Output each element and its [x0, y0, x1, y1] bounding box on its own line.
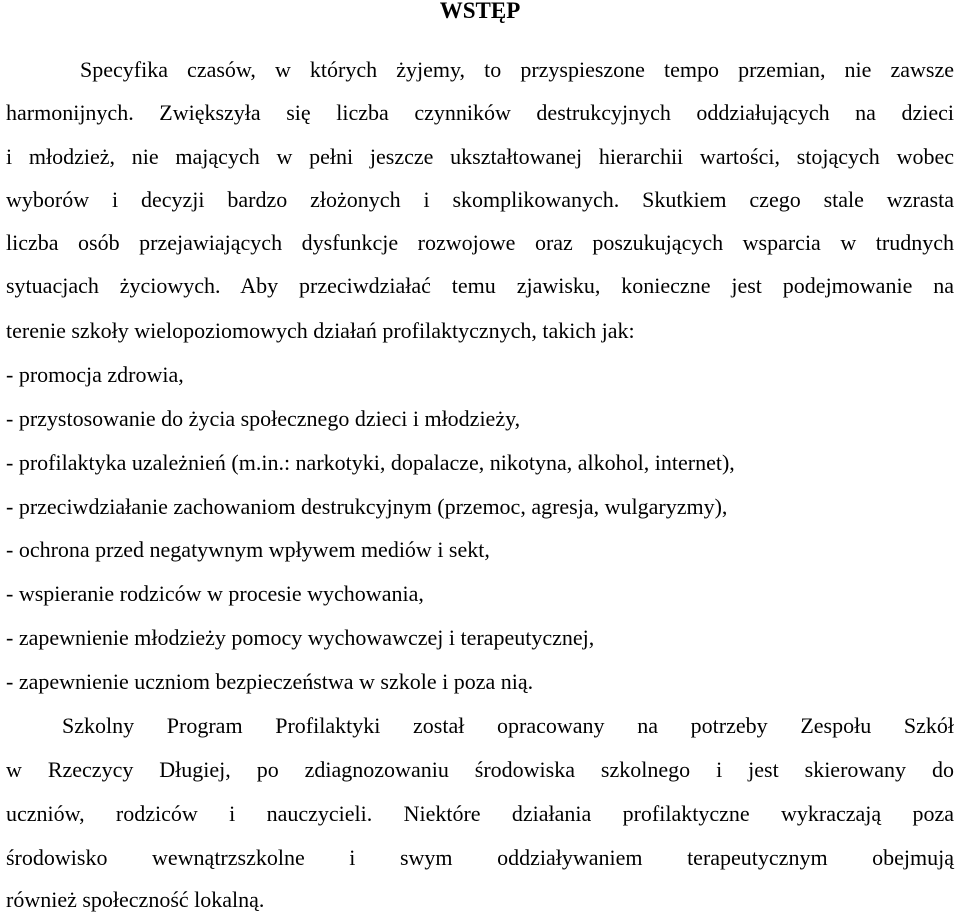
- list-item: - wspieranie rodziców w procesie wychowania,: [6, 581, 424, 606]
- list-item: - przystosowanie do życia społecznego dzieci i młodzieży,: [6, 406, 521, 431]
- closing-line: również społeczność lokalną.: [6, 887, 265, 912]
- list-item: - zapewnienie młodzieży pomocy wychowawczej i terapeutycznej,: [6, 625, 595, 650]
- closing-line: uczniów, rodziców i nauczycieli. Niektóre działania profilaktyczne wykraczają poza: [6, 801, 954, 826]
- list-item: - przeciwdziałanie zachowaniom destrukcyjnym (przemoc, agresja, wulgaryzmy),: [6, 494, 728, 519]
- intro-line: wyborów i decyzji bardzo złożonych i skomplikowanych. Skutkiem czego stale wzrasta: [6, 187, 954, 212]
- page-title: WSTĘP: [439, 0, 521, 23]
- intro-line: terenie szkoły wielopoziomowych działań profilaktycznych, takich jak:: [6, 318, 635, 343]
- intro-line: sytuacjach życiowych. Aby przeciwdziałać temu zjawisku, konieczne jest podejmowanie na: [6, 273, 954, 298]
- intro-line: liczba osób przejawiających dysfunkcje rozwojowe oraz poszukujących wsparcia w trudnych: [6, 230, 954, 255]
- closing-line: Szkolny Program Profilaktyki został opracowany na potrzeby Zespołu Szkół: [62, 713, 954, 738]
- intro-line: harmonijnych. Zwiększyła się liczba czynników destrukcyjnych oddziałujących na dzieci: [6, 100, 954, 125]
- list-item: - ochrona przed negatywnym wpływem mediów i sekt,: [6, 537, 490, 562]
- intro-line: i młodzież, nie mających w pełni jeszcze ukształtowanej hierarchii wartości, stojących wobec: [6, 144, 954, 169]
- closing-line: środowisko wewnątrzszkolne i swym oddziaływaniem terapeutycznym obejmują: [6, 845, 954, 870]
- closing-line: w Rzeczycy Długiej, po zdiagnozowaniu środowiska szkolnego i jest skierowany do: [6, 757, 954, 782]
- list-item: - zapewnienie uczniom bezpieczeństwa w szkole i poza nią.: [6, 669, 534, 694]
- list-item: - profilaktyka uzależnień (m.in.: narkotyki, dopalacze, nikotyna, alkohol, internet),: [6, 450, 735, 475]
- intro-line: Specyfika czasów, w których żyjemy, to przyspieszone tempo przemian, nie zawsze: [80, 57, 954, 82]
- list-item: - promocja zdrowia,: [6, 362, 184, 387]
